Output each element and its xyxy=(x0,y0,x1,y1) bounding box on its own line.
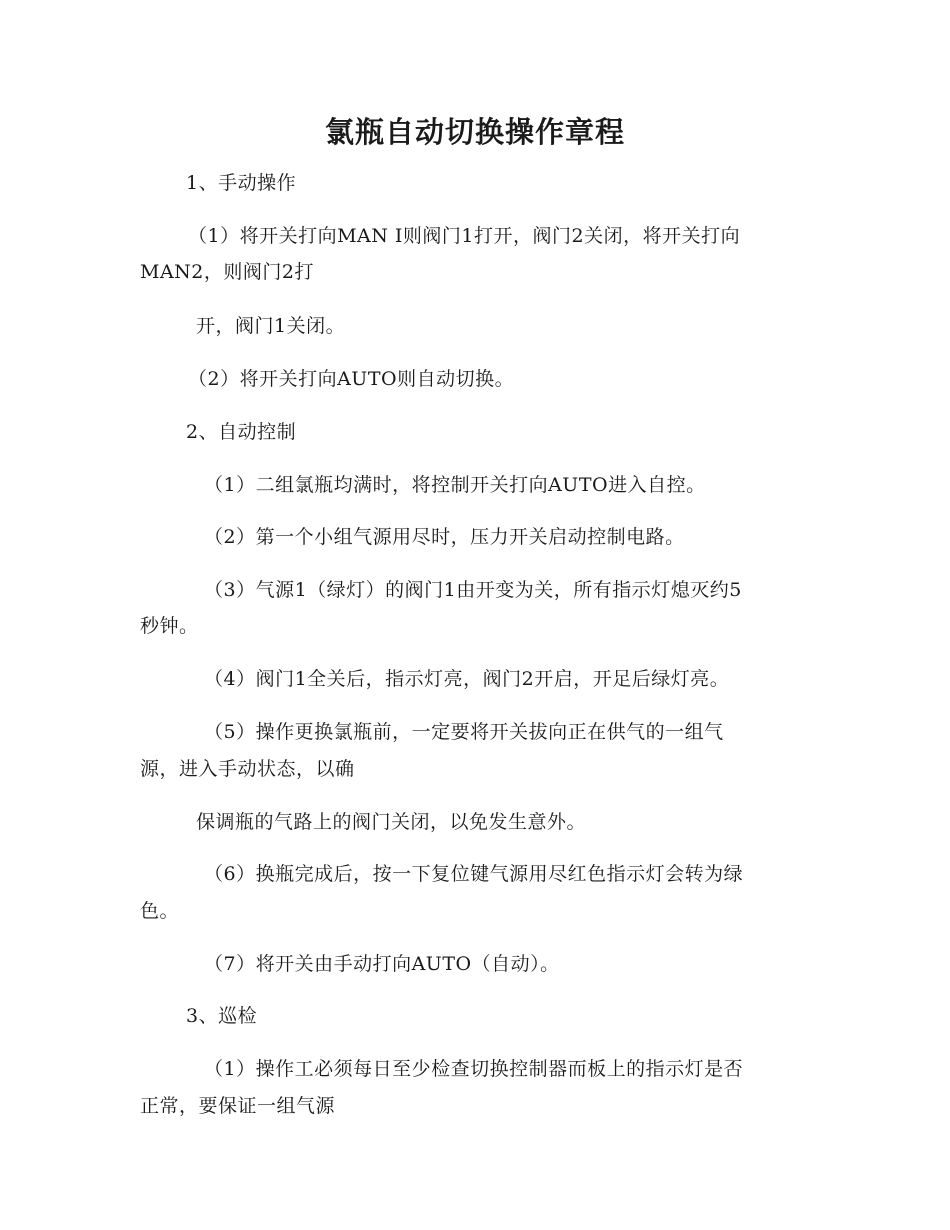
paragraph-line: （1）将开关打向MAN I则阀门1打开，阀门2关闭，将开关打向 xyxy=(188,225,741,247)
paragraph-line: （1）操作工必须每日至少检查切换控制器而板上的指示灯是否 xyxy=(204,1058,744,1080)
paragraph-line: （3）气源1（绿灯）的阀门1由开变为关，所有指示灯熄灭约5 xyxy=(204,579,742,601)
section-heading-auto: 2、自动控制 xyxy=(186,421,297,443)
paragraph-line: （2）将开关打向AUTO则自动切换。 xyxy=(188,368,515,390)
paragraph-line: （7）将开关由手动打向AUTO（自动）。 xyxy=(204,953,560,975)
paragraph-line: （2）第一个小组气源用尽时，压力开关启动控制电路。 xyxy=(204,526,685,548)
paragraph-line: 开，阀门1关闭。 xyxy=(196,315,346,337)
document-title: 氯瓶自动切换操作章程 xyxy=(324,115,625,149)
paragraph-line: （4）阀门1全关后，指示灯亮，阀门2开启，开足后绿灯亮。 xyxy=(204,668,730,690)
paragraph-line: 正常，要保证一组气源 xyxy=(140,1095,336,1117)
paragraph-line: 色。 xyxy=(140,900,180,922)
paragraph-line: （5）操作更换氯瓶前，一定要将开关拔向正在供气的一组气 xyxy=(204,721,724,743)
paragraph-line: 源，进入手动状态，以确 xyxy=(140,758,355,780)
paragraph-line: （6）换瓶完成后，按一下复位键气源用尽红色指示灯会转为绿 xyxy=(204,863,744,885)
paragraph-line: 保调瓶的气路上的阀门关闭，以免发生意外。 xyxy=(196,811,587,833)
section-heading-manual: 1、手动操作 xyxy=(186,172,297,194)
paragraph-line: （1）二组氯瓶均满时，将控制开关打向AUTO进入自控。 xyxy=(204,474,706,496)
paragraph-line: 秒钟。 xyxy=(140,615,199,637)
section-heading-inspection: 3、巡检 xyxy=(186,1005,258,1027)
paragraph-line: MAN2，则阀门2打 xyxy=(140,261,314,283)
